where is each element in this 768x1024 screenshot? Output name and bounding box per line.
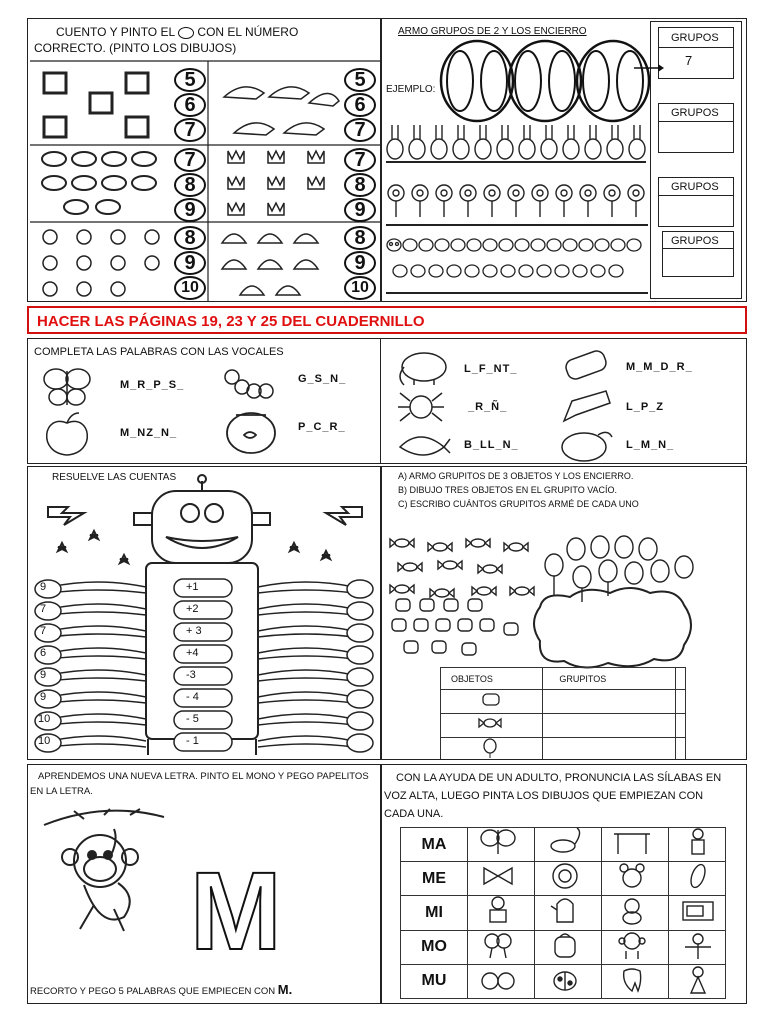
doll-icon[interactable]: [668, 828, 725, 862]
math-operation[interactable]: - 1: [186, 735, 199, 747]
math-number: 7: [40, 603, 47, 615]
vowel-word[interactable]: L_M_N_: [626, 439, 675, 451]
vowel-word[interactable]: P_C_R_: [298, 421, 346, 433]
example-label: EJEMPLO:: [386, 84, 436, 95]
vowel-word[interactable]: M_NZ_N_: [120, 427, 178, 439]
number-circle[interactable]: 8: [344, 226, 376, 250]
vowel-word[interactable]: L_F_NT_: [464, 363, 518, 375]
number-circle[interactable]: 8: [174, 226, 206, 250]
lemon-icon: [558, 427, 614, 463]
vowel-word[interactable]: M_M_D_R_: [626, 361, 693, 373]
mitten-icon[interactable]: [534, 896, 601, 930]
bee-icons: [36, 147, 176, 223]
math-operation[interactable]: +4: [186, 647, 199, 659]
number-circle[interactable]: 9: [344, 198, 376, 222]
ladybug-icon[interactable]: [534, 964, 601, 998]
bunny-icons: [386, 119, 646, 163]
vowel-word[interactable]: M_R_P_S_: [120, 379, 185, 391]
number-circle[interactable]: 9: [174, 251, 206, 275]
groups-box[interactable]: GRUPOS: [658, 103, 734, 153]
whale-icon: [396, 427, 452, 463]
vowel-word[interactable]: B_LL_N_: [464, 439, 519, 451]
cookie-icon: [441, 690, 543, 714]
monkey-icon[interactable]: [601, 930, 668, 964]
math-operation[interactable]: + 3: [186, 625, 202, 637]
candy-icon: [441, 714, 543, 738]
math-number: 10: [38, 713, 51, 725]
number-circle[interactable]: 9: [344, 251, 376, 275]
instruction-c: C) ESCRIBO CUÁNTOS GRUPITOS ARMÉ DE CADA UNO: [398, 499, 639, 509]
sun-icons: [36, 225, 176, 302]
vowels-title: COMPLETA LAS PALABRAS CON LAS VOCALES: [34, 346, 284, 358]
vowel-word[interactable]: _R_Ñ_: [468, 401, 508, 413]
big-letter-m[interactable]: M: [190, 850, 282, 973]
syllables-title: CON LA AYUDA DE UN ADULTO, PRONUNCIA LAS SÍLABAS EN VOZ ALTA, LUEGO PINTA LOS DIBUJOS QUE EMPIEZAN CON CADA UNA.: [384, 772, 722, 820]
instruction-b: B) DIBUJO TRES OBJETOS EN EL GRUPITO VACÍO.: [398, 485, 618, 495]
math-title: RESUELVE LAS CUENTAS: [52, 472, 177, 483]
banner-text: HACER LAS PÁGINAS 19, 23 Y 25 DEL CUADERNILLO: [37, 313, 425, 330]
melon-icon[interactable]: [534, 862, 601, 896]
math-operation[interactable]: - 4: [186, 691, 199, 703]
tulip-icons: [216, 147, 346, 223]
shell-icons: [216, 225, 346, 302]
homework-banner: [27, 306, 747, 334]
letter-panel: [27, 764, 381, 1004]
butterfly-icon: [42, 365, 92, 409]
number-circle[interactable]: 7: [174, 118, 206, 142]
number-circle[interactable]: 5: [344, 68, 376, 92]
monkey-icon: [44, 809, 194, 959]
number-circle[interactable]: 7: [174, 148, 206, 172]
scarecrow-icon[interactable]: [668, 930, 725, 964]
cookie-icons: [392, 595, 542, 665]
syllable-cell: MU: [401, 964, 468, 998]
vowel-word[interactable]: G_S_N_: [298, 373, 347, 385]
math-operation[interactable]: +1: [186, 581, 199, 593]
counting-title: CUENTO Y PINTO EL CON EL NÚMERO: [56, 25, 299, 39]
number-circle[interactable]: 10: [174, 276, 206, 300]
answer-cell[interactable]: [543, 738, 676, 761]
math-number: 9: [40, 691, 47, 703]
counting-panel: [27, 18, 381, 302]
caterpillar-icon: [224, 363, 278, 403]
bug-icons: [386, 235, 648, 295]
maracas-icon[interactable]: [468, 930, 535, 964]
number-circle[interactable]: 5: [174, 68, 206, 92]
groups-box[interactable]: GRUPOS: [658, 177, 734, 227]
balloon-icon: [441, 738, 543, 761]
corn-icon[interactable]: [668, 862, 725, 896]
example-answer: 7: [685, 53, 693, 68]
number-circle[interactable]: 6: [344, 93, 376, 117]
dolphin-icons: [214, 67, 344, 147]
math-operation[interactable]: -3: [186, 669, 196, 681]
math-number: 6: [40, 647, 47, 659]
microwave-icon[interactable]: [668, 896, 725, 930]
table-icon[interactable]: [601, 828, 668, 862]
groups3-panel: [381, 466, 747, 760]
math-operation[interactable]: - 5: [186, 713, 199, 725]
grouping-panel: [381, 18, 747, 302]
backpack-icon[interactable]: [534, 930, 601, 964]
number-circle[interactable]: 8: [344, 173, 376, 197]
bear-icon[interactable]: [601, 896, 668, 930]
flower-icons: [386, 177, 648, 227]
number-circle[interactable]: 6: [174, 93, 206, 117]
grouping-title: ARMO GRUPOS DE 2 Y LOS ENCIERRO: [398, 26, 587, 37]
syllable-cell: MO: [401, 930, 468, 964]
math-number: 9: [40, 581, 47, 593]
doll-icon[interactable]: [468, 896, 535, 930]
bow-icon[interactable]: [468, 862, 535, 896]
butterfly-icon[interactable]: [468, 828, 535, 862]
vowels-panel: [27, 338, 747, 464]
empty-group-cloud[interactable]: [530, 587, 700, 671]
vowel-word[interactable]: L_P_Z: [626, 401, 665, 413]
answer-cell[interactable]: [543, 690, 676, 714]
counting-title-line2: CORRECTO. (PINTO LOS DIBUJOS): [34, 41, 237, 55]
spider-icon: [396, 387, 446, 427]
col-objects: OBJETOS: [441, 668, 543, 690]
number-circle[interactable]: 10: [344, 276, 376, 300]
number-circle[interactable]: 9: [174, 198, 206, 222]
answer-cell[interactable]: [543, 714, 676, 738]
fruits-icon[interactable]: [468, 964, 535, 998]
letter-footer: RECORTO Y PEGO 5 PALABRAS QUE EMPIECEN CON M.: [30, 982, 293, 997]
syllable-cell: ME: [401, 862, 468, 896]
girl-icon[interactable]: [668, 964, 725, 998]
instruction-a: A) ARMO GRUPITOS DE 3 OBJETOS Y LOS ENCIERRO.: [398, 471, 634, 481]
number-circle[interactable]: 7: [344, 118, 376, 142]
robot-icon: [28, 467, 381, 760]
arrow-icon: [634, 63, 664, 73]
divider: [380, 339, 381, 463]
egg-icons: [436, 37, 656, 127]
syllable-table: [400, 827, 726, 999]
number-circle[interactable]: 7: [344, 148, 376, 172]
elephant-icon: [394, 347, 450, 387]
math-number: 7: [40, 625, 47, 637]
math-number: 10: [38, 735, 51, 747]
square-icons: [36, 67, 176, 147]
groups-box[interactable]: GRUPOS: [662, 231, 734, 277]
syllable-cell: MI: [401, 896, 468, 930]
syllable-cell: MA: [401, 828, 468, 862]
pencil-icon: [558, 387, 618, 427]
math-panel: [27, 466, 381, 760]
fishbowl-icon: [224, 405, 278, 455]
mouse-icon[interactable]: [601, 862, 668, 896]
groups-box[interactable]: GRUPOS 7: [658, 27, 734, 79]
letter-title: APRENDEMOS UNA NUEVA LETRA. PINTO EL MONO Y PEGO PAPELITOS EN LA LETRA.: [30, 771, 369, 797]
number-circle[interactable]: 8: [174, 173, 206, 197]
skunk-icon[interactable]: [534, 828, 601, 862]
objects-table: [440, 667, 686, 760]
tooth-icon[interactable]: [601, 964, 668, 998]
bottle-icon: [558, 345, 618, 385]
math-number: 9: [40, 669, 47, 681]
syllables-panel: [381, 764, 747, 1004]
apple-icon: [42, 411, 92, 457]
col-groups: GRUPITOS: [543, 668, 676, 690]
math-operation[interactable]: +2: [186, 603, 199, 615]
